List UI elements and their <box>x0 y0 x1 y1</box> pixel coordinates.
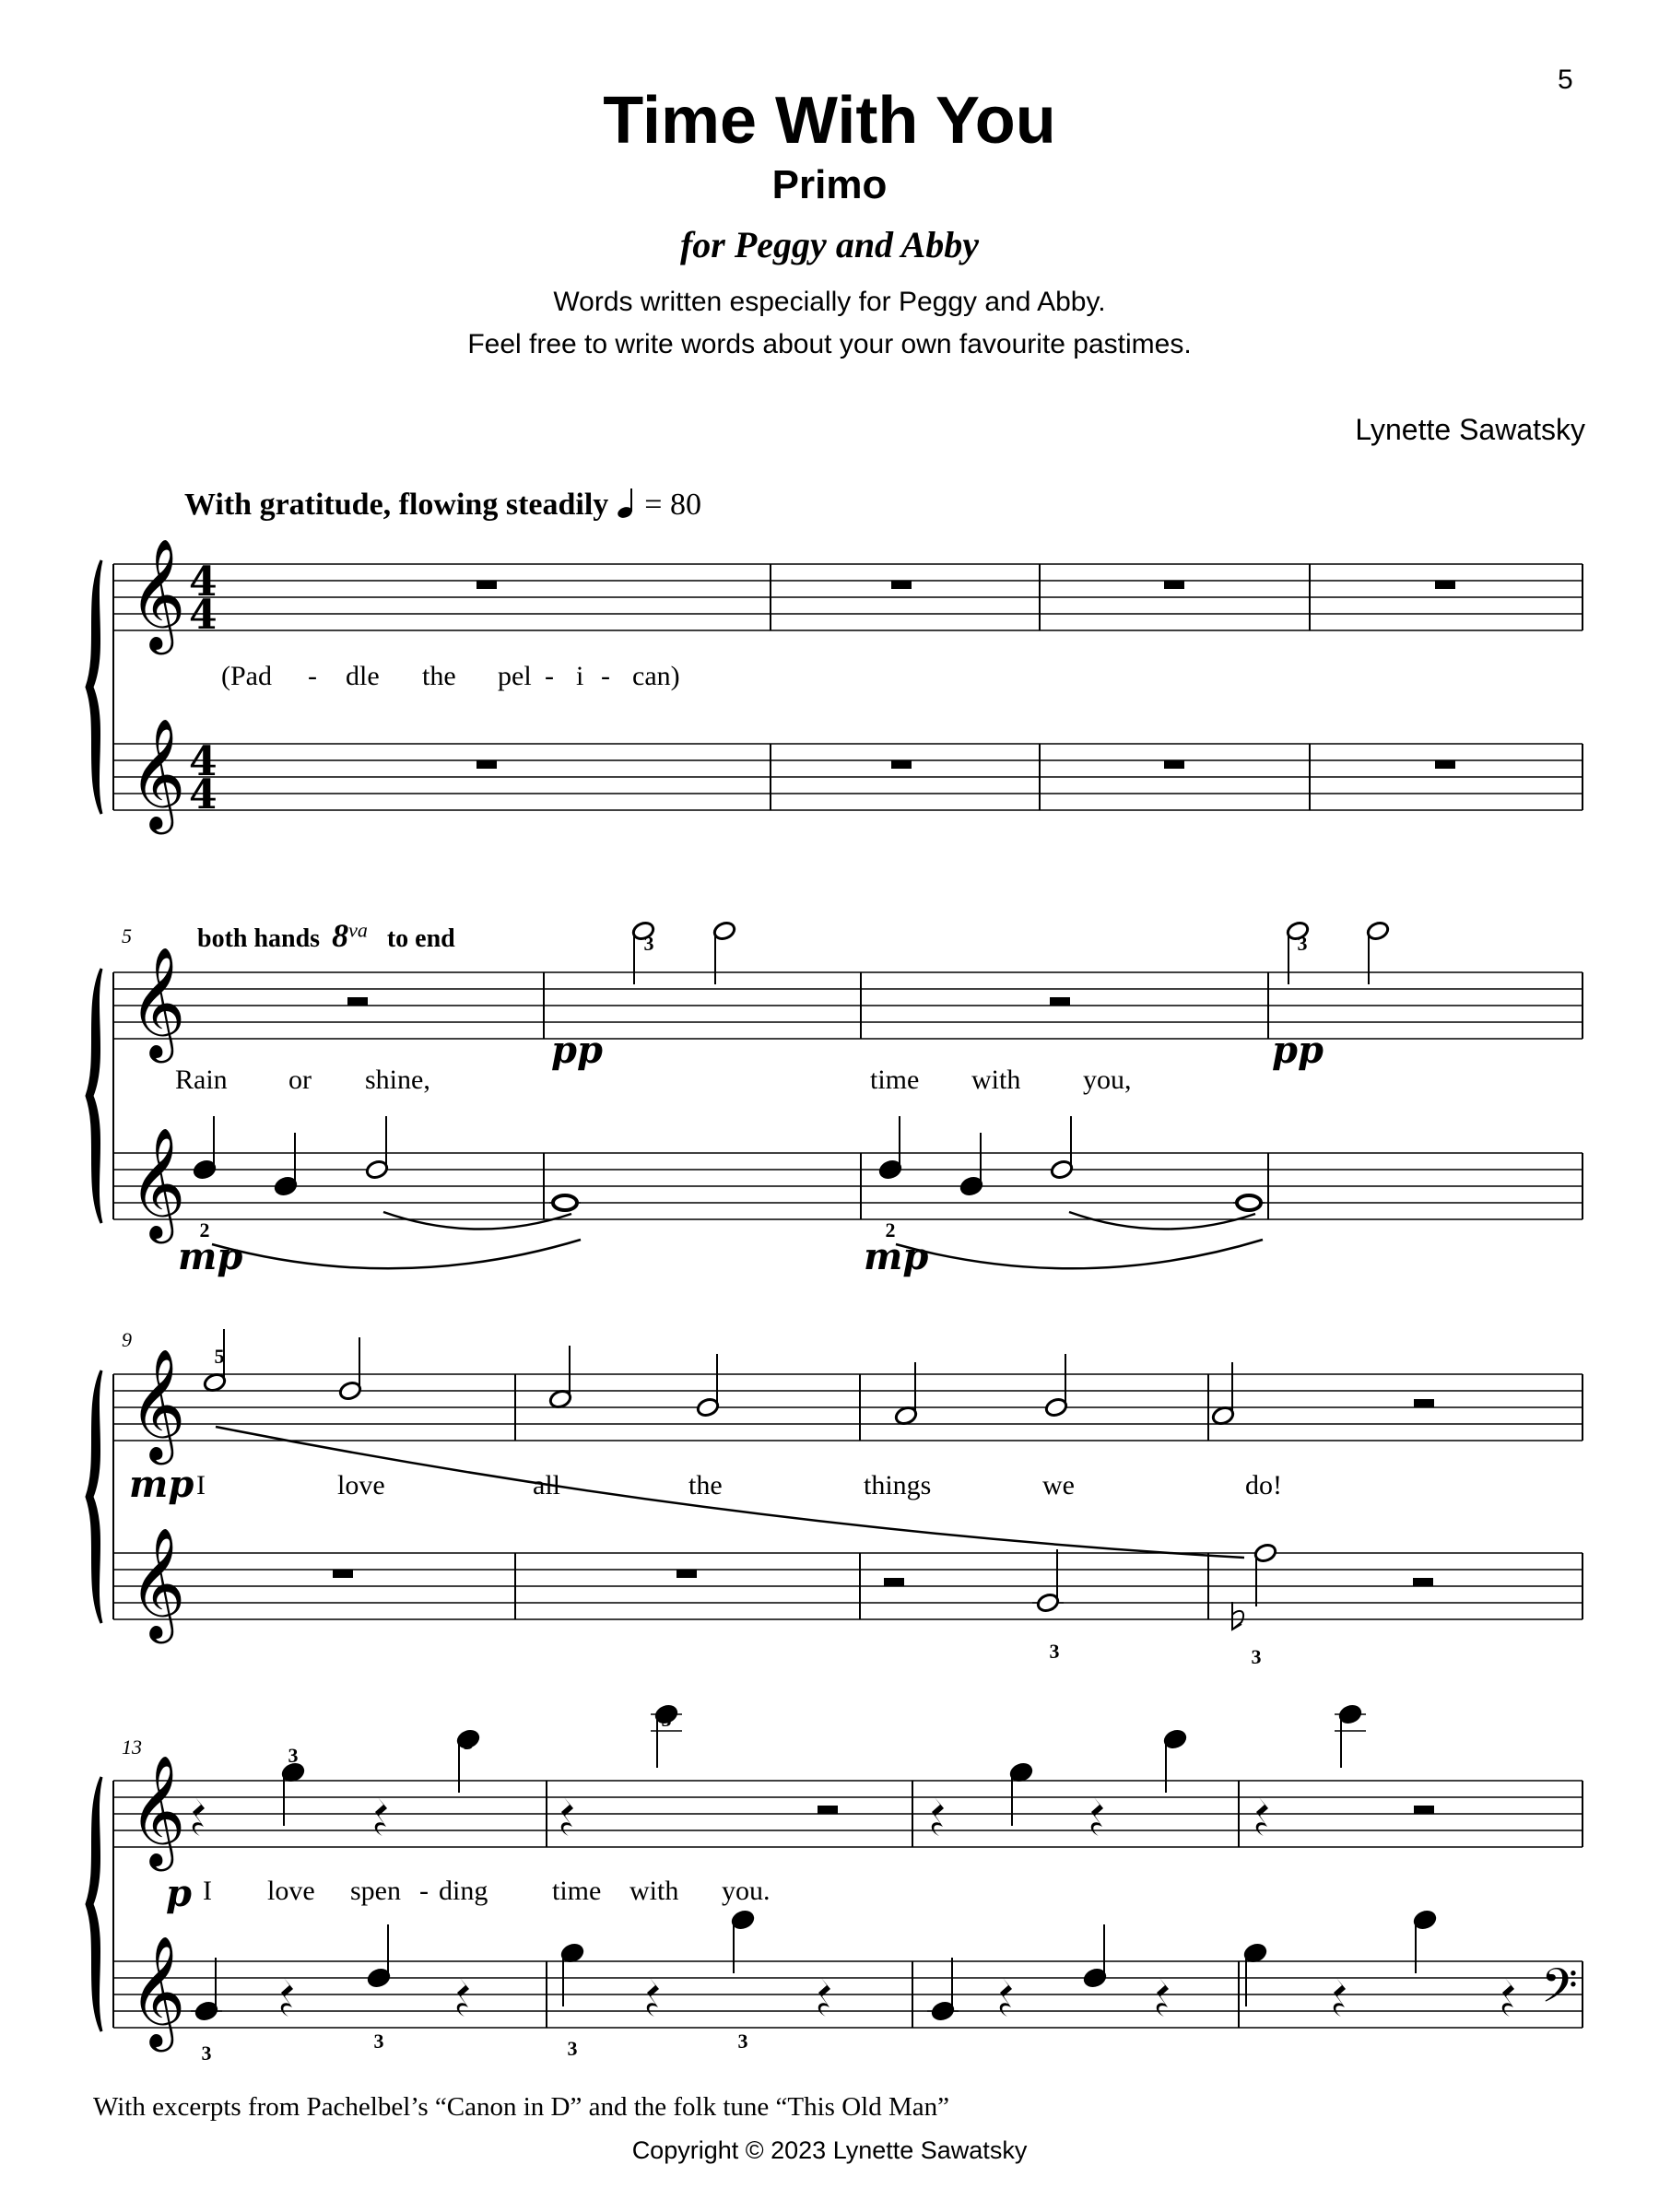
lyric: with <box>629 1876 679 1906</box>
lyric: I <box>196 1470 206 1500</box>
fingering: 2 <box>885 1218 896 1241</box>
lyric: time <box>870 1065 920 1095</box>
measure-number: 5 <box>122 924 132 947</box>
page-number: 5 <box>1558 65 1573 95</box>
note-line-2: Feel free to write words about your own favourite pastimes. <box>467 329 1192 359</box>
ottava-sup: va <box>348 918 368 942</box>
half-rest <box>818 1806 838 1814</box>
ottava-sign: 8 <box>332 917 349 954</box>
time-signature-bottom: 4 <box>189 592 218 639</box>
treble-clef-icon: 𝄞 <box>129 1526 186 1639</box>
note-head <box>553 1195 577 1210</box>
fingering: 3 <box>201 2041 212 2065</box>
lyric: you, <box>1083 1065 1132 1095</box>
fingering: 3 <box>373 2030 384 2053</box>
lyric: we <box>1042 1470 1075 1500</box>
lyric: do! <box>1245 1470 1282 1500</box>
composer: Lynette Sawatsky <box>1355 413 1585 446</box>
ottava-after: to end <box>386 924 455 953</box>
time-signature-top: 4 <box>189 559 218 606</box>
whole-rest <box>1435 581 1455 589</box>
tempo-text: With gratitude, flowing steadily <box>184 488 609 522</box>
lyric: I <box>203 1876 212 1906</box>
lyric: the <box>422 661 456 691</box>
lyric: love <box>337 1470 385 1500</box>
lyric: spen <box>350 1876 401 1906</box>
half-rest <box>884 1578 904 1586</box>
lyric: time <box>552 1876 602 1906</box>
footer-note: With excerpts from Pachelbel’s “Canon in D” and the folk tune “This Old Man” <box>93 2092 949 2122</box>
lyric: - <box>601 661 610 691</box>
treble-clef-icon: 𝄞 <box>129 1935 186 2047</box>
tempo-value: = 80 <box>644 488 701 522</box>
lyric: - <box>419 1876 429 1906</box>
lyric: dle <box>346 661 380 691</box>
time-signature-bottom: 4 <box>189 771 218 818</box>
treble-clef-icon: 𝄞 <box>129 946 186 1058</box>
lyric: i <box>576 661 584 691</box>
slur <box>896 1240 1263 1268</box>
lyric: things <box>864 1470 932 1500</box>
fingering: 3 <box>661 1708 672 1731</box>
slur <box>212 1240 581 1268</box>
lyric: can) <box>632 661 680 691</box>
fingering: 2 <box>199 1218 210 1241</box>
dynamic-pp: pp <box>551 1029 603 1072</box>
bass-clef-icon: 𝄢 <box>1541 1958 1578 2025</box>
measure-number: 13 <box>122 1735 142 1759</box>
note-head <box>1237 1195 1261 1210</box>
treble-clef-icon: 𝄞 <box>129 717 186 830</box>
slur <box>1069 1212 1255 1230</box>
fingering: 3 <box>288 1744 299 1767</box>
time-signature-top: 4 <box>189 738 218 785</box>
lyric: (Pad <box>221 661 272 691</box>
whole-rest <box>891 581 912 589</box>
subtitle: Primo <box>771 162 888 207</box>
fingering: 3 <box>1297 932 1308 955</box>
half-rest <box>1413 1578 1433 1586</box>
half-rest <box>1414 1806 1434 1814</box>
fingering: 5 <box>214 1345 225 1368</box>
whole-rest <box>677 1570 697 1578</box>
flat-icon <box>1232 1602 1243 1630</box>
lyric: ding <box>439 1876 488 1906</box>
dynamic-pp: pp <box>1272 1029 1324 1072</box>
treble-clef-icon: 𝄞 <box>129 537 186 650</box>
lyric: Rain <box>175 1065 228 1095</box>
note-line-1: Words written especially for Peggy and Abby. <box>553 287 1106 317</box>
fingering: 3 <box>1251 1645 1262 1668</box>
title: Time With You <box>603 84 1056 158</box>
lyric: with <box>971 1065 1021 1095</box>
treble-clef-icon: 𝄞 <box>129 1347 186 1460</box>
half-rest <box>347 997 368 1006</box>
dynamic-mp: mp <box>178 1235 243 1278</box>
half-rest <box>1050 997 1070 1006</box>
whole-rest <box>891 760 912 769</box>
ottava-before: both hands <box>197 924 321 953</box>
fingering: 3 <box>643 932 654 955</box>
lyric: love <box>267 1876 315 1906</box>
treble-clef-icon: 𝄞 <box>129 1126 186 1239</box>
lyric: pel <box>498 661 532 691</box>
whole-rest <box>477 760 497 769</box>
whole-rest <box>477 581 497 589</box>
dynamic-p: p <box>166 1872 192 1915</box>
fingering: 3 <box>1049 1640 1060 1663</box>
lyric: shine, <box>365 1065 430 1095</box>
whole-rest <box>333 1570 353 1578</box>
fingering: 3 <box>463 1731 474 1754</box>
measure-number: 9 <box>122 1328 132 1351</box>
dedication: for Peggy and Abby <box>679 224 980 265</box>
system-brace <box>87 1777 101 2031</box>
whole-rest <box>1435 760 1455 769</box>
whole-rest <box>1164 760 1184 769</box>
lyric: all <box>533 1470 560 1500</box>
system-brace <box>87 1371 101 1623</box>
dynamic-mp: mp <box>129 1463 194 1506</box>
whole-rest <box>1164 581 1184 589</box>
dynamic-mp: mp <box>864 1235 929 1278</box>
system-brace <box>87 969 101 1223</box>
lyric: or <box>288 1065 312 1095</box>
copyright: Copyright © 2023 Lynette Sawatsky <box>631 2136 1028 2164</box>
fingering: 3 <box>567 2037 578 2060</box>
lyric: - <box>545 661 554 691</box>
lyric: you. <box>722 1876 771 1906</box>
lyric: the <box>688 1470 723 1500</box>
fingering: 3 <box>737 2030 748 2053</box>
system-brace <box>87 560 101 814</box>
half-rest <box>1414 1399 1434 1407</box>
lyric: - <box>308 661 317 691</box>
treble-clef-icon: 𝄞 <box>129 1754 186 1866</box>
